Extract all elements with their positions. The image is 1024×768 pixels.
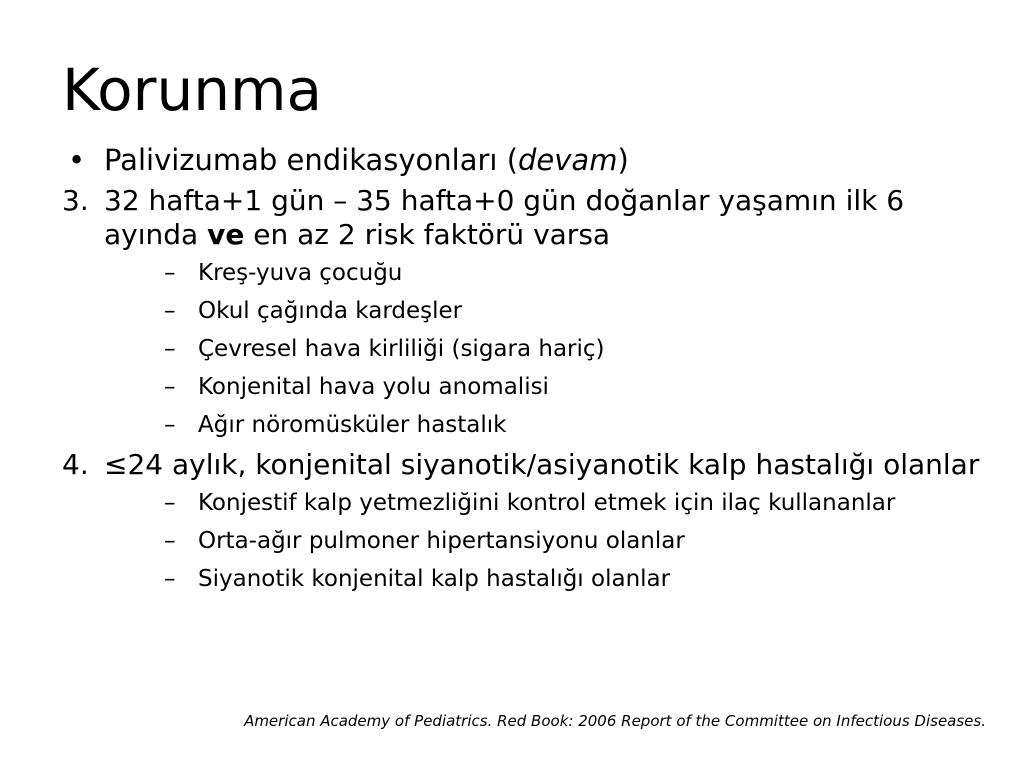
- list-item-text: Çevresel hava kirliliği (sigara hariç): [198, 336, 605, 362]
- item-4-conditions: [62, 488, 1002, 594]
- item-3-text-bold: ve: [207, 218, 245, 251]
- list-item: [62, 564, 1002, 594]
- list-item-text: Konjenital hava yolu anomalisi: [198, 374, 549, 400]
- item-4-text: ≤24 aylık, konjenital siyanotik/asiyanotik kalp hastalığı olanlar: [104, 448, 980, 481]
- dash-marker: –: [164, 298, 176, 324]
- list-item-text: Kreş-yuva çocuğu: [198, 260, 403, 286]
- list-item-text: Orta-ağır pulmoner hipertansiyonu olanlar: [198, 528, 685, 554]
- dash-marker: –: [164, 490, 176, 516]
- list-item: [62, 372, 1002, 402]
- list-item-text: Konjestif kalp yetmezliğini kontrol etmek için ilaç kullananlar: [198, 490, 896, 516]
- bullet-text-end: ): [617, 143, 629, 177]
- list-item: [62, 526, 1002, 556]
- item-4: [62, 448, 1002, 482]
- item-3-risk-factors: [62, 258, 1002, 440]
- dash-marker: –: [164, 412, 176, 438]
- item-3-text-end: en az 2 risk faktörü varsa: [244, 218, 611, 251]
- item-3-number: 3.: [62, 184, 89, 217]
- list-item: [62, 334, 1002, 364]
- citation: American Academy of Pediatrics. Red Book: 2006 Report of the Committee on Infectious Diseases.: [244, 712, 986, 730]
- dash-marker: –: [164, 374, 176, 400]
- list-item-text: Ağır nöromüsküler hastalık: [198, 412, 507, 438]
- dash-marker: –: [164, 528, 176, 554]
- list-item: [62, 258, 1002, 288]
- list-item: [62, 410, 1002, 440]
- item-4-number: 4.: [62, 448, 89, 481]
- bullet-text-start: Palivizumab endikasyonları (: [104, 143, 519, 177]
- list-item: [62, 488, 1002, 518]
- list-item-text: Siyanotik konjenital kalp hastalığı olanlar: [198, 566, 671, 592]
- bullet-text-italic: devam: [518, 143, 618, 177]
- bullet-marker: •: [68, 143, 86, 177]
- dash-marker: –: [164, 260, 176, 286]
- bullet-palivizumab: [62, 140, 1002, 180]
- list-item: [62, 296, 1002, 326]
- list-item-text: Okul çağında kardeşler: [198, 298, 463, 324]
- dash-marker: –: [164, 566, 176, 592]
- slide-title: Korunma: [62, 56, 323, 124]
- item-3-text-start: 32 hafta+1 gün – 35 hafta+0 gün doğanlar yaşamın ilk 6 ayında: [104, 184, 905, 251]
- slide-content: [62, 140, 1002, 602]
- item-3: [62, 184, 1002, 252]
- dash-marker: –: [164, 336, 176, 362]
